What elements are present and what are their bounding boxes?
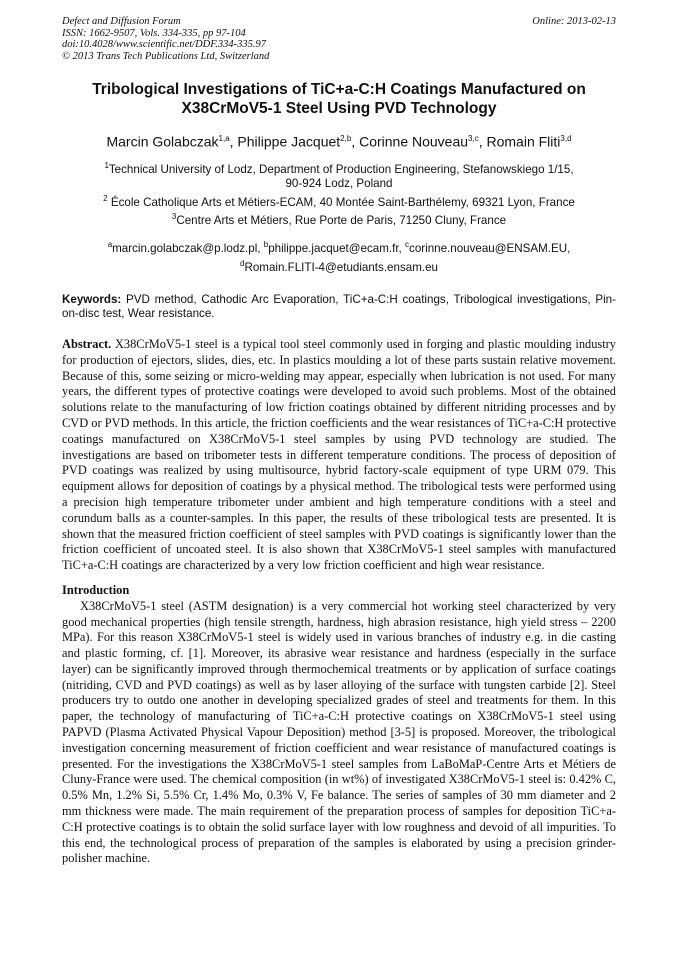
paper-title-line: X38CrMoV5-1 Steel Using PVD Technology — [181, 100, 497, 117]
journal-header — [62, 16, 616, 62]
author-list — [62, 130, 616, 151]
author-superscript: 1,a — [218, 134, 230, 143]
introduction-text: X38CrMoV5-1 steel (ASTM designation) is a very commercial hot working steel characterized by very good mechanical properties (high tensile strength, hardness, high abrasion resistance, high yield stress – 2200 MPa). For this reason X38CrMoV5-1 steel is widely used in various branches of industry e.g. in die casting and plastic forming, cf. [1]. Moreover, its abrasive wear resistance and hardness (especially in the surface layer) can be significantly improved through thermochemical treatments or by application of surface coatings (nitriding, CVD and PVD coatings) as well as by laser alloying of the surface with tungsten carbide [2]. Steel producers try to outdo one another in developing specialized grades of steel and treatments for them. In this paper, the technology of manufacturing of TiC+a-C:H protective coatings on X38CrMoV5-1 steel using PAPVD (Plasma Activated Physical Vapour Deposition) method [3-5] is proposed. Moreover, the tribological investigation concerning measurement of friction coefficient and wear resistance of manufactured coatings is presented. For the investigations the X38CrMoV5-1 steel samples from LaBoMaP-Centre Arts et Métiers de Cluny-France were used. The chemical composition (in wt%) of investigated X38CrMoV5-1 steel is: 0.42% C, 0.5% Mn, 1.2% Si, 5.5% Cr, 1.4% Mo, 0.3% V, Fe balance. The series of samples of 30 mm diameter and 2 mm thickness were made. The main requirement of the preparation process of samples for deposition TiC+a-C:H protective coatings is to obtain the solid surface layer with low roughness and devoid of all impurities. To this end, the technological process of preparation of the samples is elaborated by using a precision grinder-polisher machine. — [62, 598, 616, 866]
paper-title-line: Tribological Investigations of TiC+a-C:H Coatings Manufactured on — [92, 81, 586, 98]
affiliation-marker: 2 — [103, 193, 108, 203]
author-superscript: 2,b — [340, 134, 352, 143]
author-superscript: 3,c — [468, 134, 479, 143]
abstract-label: Abstract. — [62, 336, 112, 351]
affiliation-marker: 1 — [104, 160, 109, 170]
journal-issn: ISSN: 1662-9507, Vols. 334-335, pp 97-104 — [62, 27, 246, 39]
affiliation-text: Centre Arts et Métiers, Rue Porte de Paris, 71250 Cluny, France — [176, 213, 507, 227]
abstract — [62, 337, 616, 574]
affiliation-3 — [62, 210, 616, 228]
author-name: Marcin Golabczak — [106, 133, 219, 150]
email-line — [62, 238, 616, 256]
email-marker: c — [405, 240, 410, 250]
introduction-heading: Introduction — [62, 582, 130, 597]
author-separator: , — [229, 133, 238, 150]
affiliation-2 — [62, 192, 616, 210]
online-date: Online: 2013-02-13 — [532, 16, 616, 27]
author-emails — [62, 238, 616, 275]
abstract-text: X38CrMoV5-1 steel is a typical tool steel commonly used in forging and plastic moulding industry for production of ejectors, slides, dies, etc. In plastics moulding a lot of these parts sustain relative movement. Because of this, some seizing or micro-welding may appear, especially when lubrication is not used. For many years, the different types of protective coatings were developed to avoid such problems. Most of the obtained solutions relate to the manufacturing of low friction coatings obtained by different nitriding processes and by CVD or PVD methods. In this article, the friction coefficients and the wear resistances of TiC+a-C:H protective coatings manufactured on X38CrMoV5-1 steel samples by using PVD technology are studied. The investigations are based on tribometer tests in different temperature conditions. The process of deposition of PVD coatings was realized by using multisource, hybrid factory-scale equipment of type URM 079. This equipment allows for deposition of coatings by a physical method. The tribological tests were performed using a precision high temperature tribometer under ambient and high temperature conditions with a steel and corundum balls as a counter-samples. In this paper, the results of these tribological tests are presented. It is shown that the measured friction coefficient of steel samples with PVD coatings is significantly lower than the friction coefficient of uncoated steel. It is also shown that X38CrMoV5-1 steel samples with manufactured TiC+a-C:H coatings are characterized by a very low friction coefficient and high wear resistance. — [62, 336, 616, 573]
keywords — [62, 293, 616, 322]
paper-title — [62, 80, 616, 118]
author-name: Corinne Nouveau — [359, 133, 469, 150]
affiliation-1-cont: 90-924 Lodz, Poland — [285, 177, 393, 191]
journal-copyright: © 2013 Trans Tech Publications Ltd, Switzerland — [62, 50, 270, 62]
email-marker: b — [263, 240, 269, 250]
email-marker: d — [240, 258, 245, 268]
author-name: Philippe Jacquet — [237, 133, 341, 150]
email-b[interactable]: philippe.jacquet@ecam.fr, — [268, 242, 406, 256]
email-marker: a — [107, 240, 113, 250]
affiliation-marker: 3 — [171, 211, 177, 221]
affiliation-text: École Catholique Arts et Métiers-ECAM, 40 Montée Saint-Barthélemy, 69321 Lyon, France — [110, 195, 575, 209]
email-a[interactable]: marcin.golabczak@p.lodz.pl, — [112, 242, 264, 256]
affiliation-1 — [62, 159, 616, 177]
affiliations — [62, 159, 616, 229]
email-d[interactable]: Romain.FLITI-4@etudiants.ensam.eu — [244, 260, 438, 274]
author-name: Romain Fliti — [486, 133, 561, 150]
email-line — [62, 257, 616, 275]
author-superscript: 3,d — [560, 134, 572, 143]
keywords-text: PVD method, Cathodic Arc Evaporation, TiC+a-C:H coatings, Tribological investigations, Pin-on-disc test, Wear resistance. — [62, 292, 616, 321]
author-separator: , — [351, 133, 360, 150]
affiliation-text: Technical University of Lodz, Department of Production Engineering, Stefanowskiego 1/15, — [108, 162, 574, 176]
journal-name: Defect and Diffusion Forum — [62, 16, 181, 27]
keywords-label: Keywords: — [62, 292, 122, 306]
email-c[interactable]: corinne.nouveau@ENSAM.EU, — [409, 242, 571, 256]
author-separator: , — [478, 133, 487, 150]
journal-doi: doi:10.4028/www.scientific.net/DDF.334-335.97 — [62, 39, 267, 50]
